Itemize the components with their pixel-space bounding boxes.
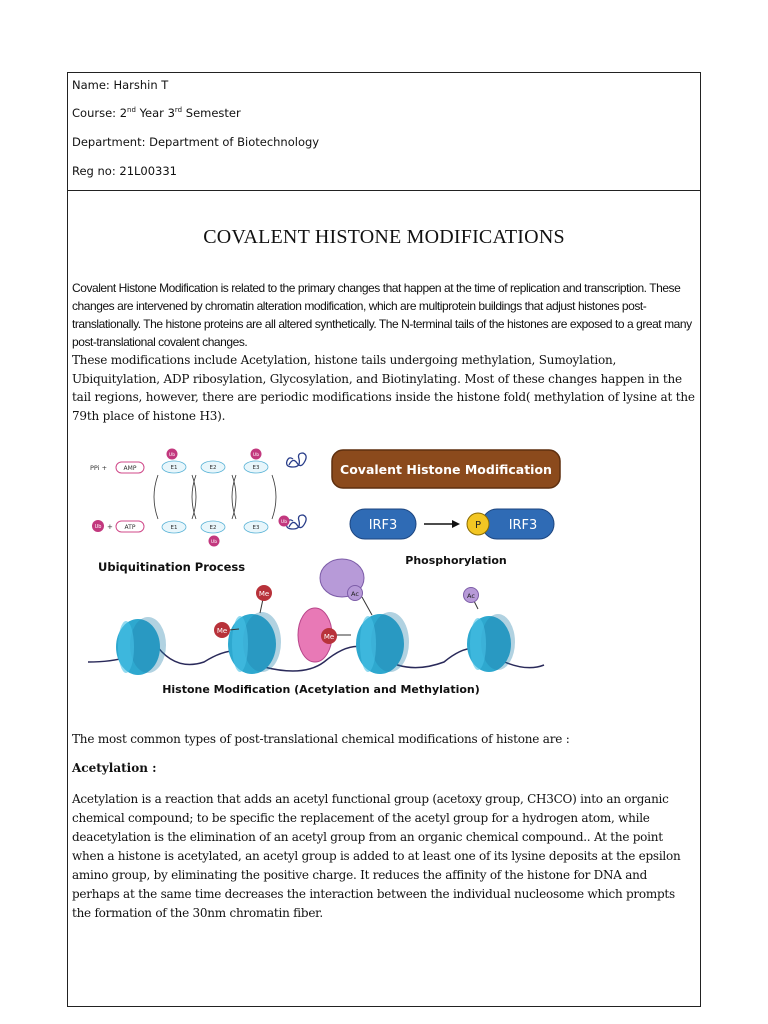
nucleosome-4 — [467, 614, 515, 672]
acetylation-heading: Acetylation : — [72, 761, 157, 775]
histone-modification-figure — [74, 437, 568, 705]
plus-label: + — [107, 523, 113, 531]
course-label: Course: — [72, 106, 117, 120]
course-semester-number: 3 — [167, 106, 175, 120]
course-semester-suffix: rd — [174, 106, 183, 115]
e3-bottom-label: E3 — [252, 525, 260, 531]
course-row — [72, 106, 241, 120]
document-page — [67, 72, 701, 1007]
e2-bottom-label: E2 — [209, 525, 217, 531]
phosphorylation-label: Phosphorylation — [405, 554, 507, 567]
ub-substrate-label: Ub — [280, 520, 288, 525]
me-label-1: Me — [258, 590, 270, 598]
me-label-2: Me — [216, 627, 228, 635]
amp-label: AMP — [123, 465, 137, 472]
student-info-header — [68, 73, 700, 191]
acetylation-paragraph: Acetylation is a reaction that adds an acetyl functional group (acetoxy group, CH3CO) into an organic chemical compound; to be specific the replacement of the acetyl group for a hydrogen atom, while deacetylation is the elimination of an acetyl group from an organic chemical compound.. At the point when a histone is acetylated, an acetyl group is added to at least one of its lysine deposits at the epsilon amino group, by eliminating the positive charge. It reduces the affinity of the histone for DNA and perhaps at the same time decreases the interaction between the individual nucleosome which prompts the formation of the 30nm chromatin fiber. — [72, 792, 681, 920]
figure-main-label: Covalent Histone Modification — [340, 462, 552, 477]
histone-modification-label: Histone Modification (Acetylation and Methylation) — [162, 683, 480, 696]
regno-value: 21L00331 — [119, 164, 177, 178]
irf3-right-label: IRF3 — [508, 518, 538, 533]
nucleosome-1 — [116, 617, 166, 675]
e1-bottom-label: E1 — [170, 525, 178, 531]
atp-label: ATP — [124, 524, 136, 531]
course-year-number: 2 — [119, 106, 128, 120]
irf3-left-label: IRF3 — [368, 518, 398, 533]
intro-paragraph: Covalent Histone Modification is related to the primary changes that happen at the time of replication and transcription. These changes are intervened by chromatin alteration modification, which are multiprotein buildings that adjust histones post-translationally. The histone proteins are all altered synthetically. The N-terminal tails of the histones are exposed to a great many post-translational covalent changes. — [72, 281, 692, 349]
modifications-paragraph: These modifications include Acetylation, histone tails undergoing methylation, Sumoylation, Ubiquitylation, ADP ribosylation, Glycosylation, and Biotinylating. Most of these changes happen in the tail regions, however, there are periodic modifications inside the histone fold( methylation of lysine at the 79th place of histone H3). — [72, 353, 695, 423]
title-box — [332, 450, 560, 488]
course-year-suffix: nd — [127, 106, 136, 115]
ac-label-2: Ac — [467, 592, 475, 600]
nucleosome-2 — [228, 612, 281, 674]
ub-e2-label: Ub — [210, 540, 218, 545]
course-year-word: Year — [139, 106, 164, 120]
phospho-label: P — [474, 520, 482, 531]
ub-e3-label: Ub — [252, 453, 260, 458]
name-value: Harshin T — [113, 78, 169, 92]
ubiquitination-label: Ubiquitination Process — [98, 560, 246, 574]
department-row — [72, 135, 319, 149]
ub-label: Ub — [94, 524, 102, 530]
ac-label-1: Ac — [351, 590, 359, 598]
ub-e1-label: Ub — [168, 453, 176, 458]
regno-row — [72, 164, 177, 178]
page-title: COVALENT HISTONE MODIFICATIONS — [203, 226, 565, 248]
name-row — [72, 78, 168, 92]
types-intro: The most common types of post-translational chemical modifications of histone are : — [72, 732, 570, 746]
ppi-label: PPi + — [90, 464, 108, 472]
e3-top-label: E3 — [252, 465, 260, 471]
course-semester-word: Semester — [185, 106, 241, 120]
me-label-3: Me — [323, 633, 335, 641]
nucleosome-3 — [356, 612, 409, 674]
name-label: Name: — [72, 78, 110, 92]
department-value: Department of Biotechnology — [149, 135, 320, 149]
e2-top-label: E2 — [209, 465, 217, 471]
department-label: Department: — [72, 135, 146, 149]
regno-label: Reg no: — [72, 164, 116, 178]
e1-top-label: E1 — [170, 465, 178, 471]
